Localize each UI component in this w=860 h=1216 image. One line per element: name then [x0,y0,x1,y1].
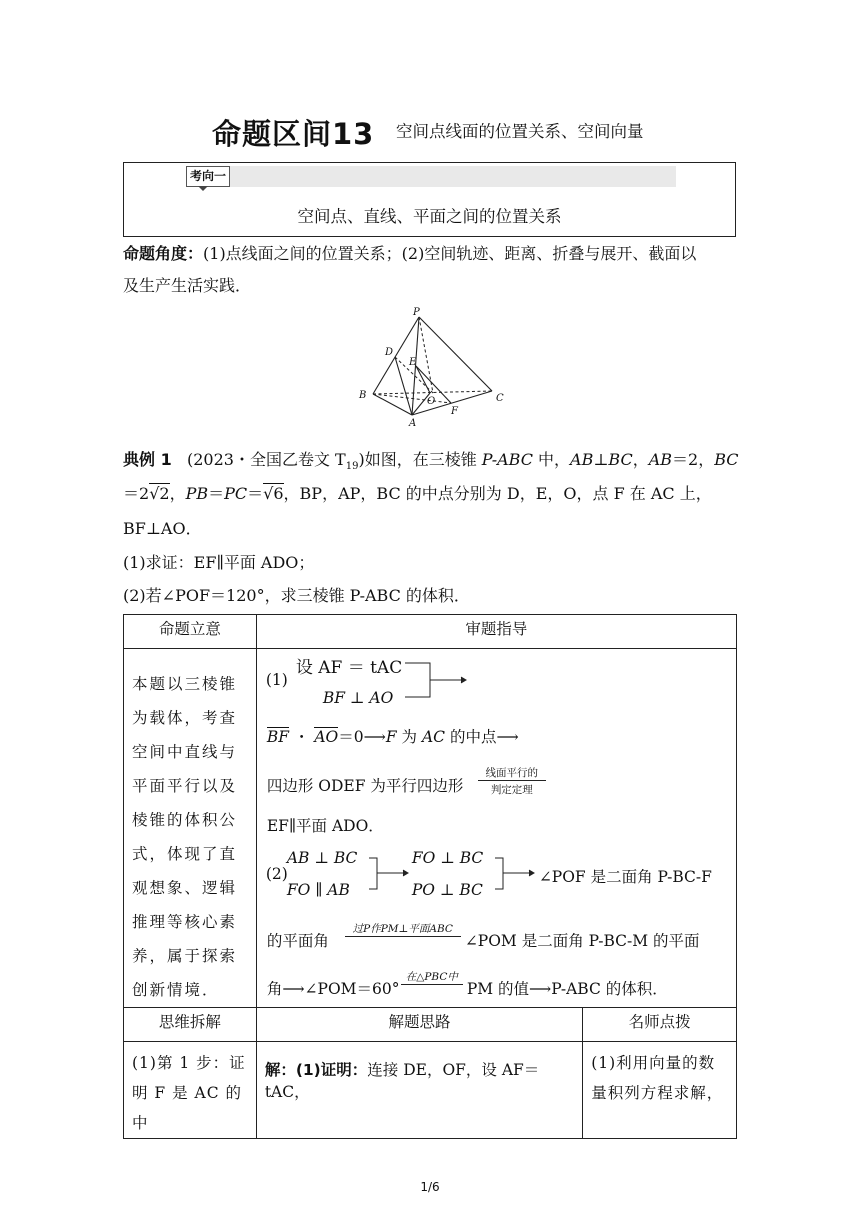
edge-PC [419,317,492,391]
solution-cell: 解：(1)证明：连接 DE，OF，设 AF＝tAC， [256,1042,582,1139]
guide-p2-label: (2) [265,865,288,883]
question-2: (2)若∠POF＝120°，求三棱锥 P-ABC 的体积． [123,586,470,605]
question-1: (1)求证：EF∥平面 ADO； [123,553,315,572]
analysis-table [123,614,737,1139]
guide-p2-a: AB ⊥ BC [286,849,358,867]
guide-p2-line2a: 的平面角 [266,932,329,950]
example-label: 典例 1 [123,450,172,469]
tag-arrow-icon [198,186,208,191]
label-P: P [413,307,420,318]
col-header-intent: 命题立意 [124,615,257,649]
guide-p2-result: ∠POF 是二面角 P-BC-F [538,868,712,886]
label-B: B [359,390,367,401]
guide-p2-line3a: 角⟶∠POM＝60° [266,980,400,998]
guide-p2-b: FO ∥ AB [286,881,350,899]
guide-p1-b: BF ⊥ AO [322,689,394,707]
brace-arrow-icon-3 [495,855,535,895]
section-title: 命题区间13 [212,117,375,151]
guide-p1-label: (1) [265,671,288,689]
edge-BA [373,394,412,415]
section-subtitle: 空间点线面的位置关系、空间向量 [396,122,644,141]
guide-p2-line3b: PM 的值⟶P-ABC 的体积． [466,980,668,998]
label-D: D [385,347,394,358]
guide-p2-d: PO ⊥ BC [411,881,483,899]
angle-line-1: 命题角度：(1)点线面之间的位置关系；(2)空间轨迹、距离、折叠与展开、截面以 [123,244,697,263]
guide-cell [256,649,736,1008]
guide-p1-a: 设 AF ＝ tAC [295,658,403,678]
angle-label: 命题角度： [123,244,204,263]
thinking-cell: (1)第 1 步：证明 F 是 AC 的中 [124,1042,257,1139]
example-line-1: 典例 1 (2023・全国乙卷文 $T_{19}$)如图，在三棱锥 P-ABC 中，AB⊥BC，AB＝2，BC [123,450,739,473]
label-C: C [496,393,504,404]
intent-cell: 本题以三棱锥为载体，考查空间中直线与平面平行以及棱锥的体积公式，体现了直观想象、逻辑推理等核心素养，属于探索创新情境． [124,649,257,1008]
brace-arrow-icon [405,659,470,704]
edge-PB [373,317,419,394]
page-number: 1/6 [420,1180,440,1194]
brace-arrow-icon-2 [369,855,409,895]
label-F: F [451,406,458,417]
guide-p1-vec: BF ・ AO＝0⟶F 为 AC 的中点⟶ [266,728,519,746]
example-line-3: BF⊥AO． [123,519,202,538]
col-header-guide: 审题指导 [256,615,736,649]
header-solution: 解题思路 [256,1008,582,1042]
guide-p2-c: FO ⊥ BC [411,849,484,867]
angle-line-2: 及生产生活实践． [123,276,252,295]
arrow-label-2: 过P作PM⊥平面ABC [345,921,461,937]
section-tag: 考向一 [186,166,230,187]
section-heading: 空间点、直线、平面之间的位置关系 [297,207,562,226]
label-O: O [427,396,436,407]
header-tips: 名师点拨 [583,1008,737,1042]
tips-cell: (1)利用向量的数量积列方程求解， [583,1042,737,1139]
arrow-label-bottom: 判定定理 [490,784,533,796]
arrow-label-3: 在△PBC中 [401,969,463,985]
arrow-label-top: 线面平行的 [478,765,546,781]
guide-p1-line2: 四边形 ODEF 为平行四边形 [266,777,464,795]
pyramid-figure [355,305,515,430]
guide-p1-line3: EF∥平面 ADO． [266,817,384,835]
example-line-2: ＝2√2，PB＝PC＝√6，BP，AP，BC 的中点分别为 D，E，O，点 F 在 AC 上， [123,484,712,503]
label-E: E [409,357,417,368]
guide-p2-line2b: ∠POM 是二面角 P-BC-M 的平面 [464,932,700,950]
tag-bar [186,166,676,187]
label-A: A [409,418,417,429]
header-thinking: 思维拆解 [124,1008,257,1042]
